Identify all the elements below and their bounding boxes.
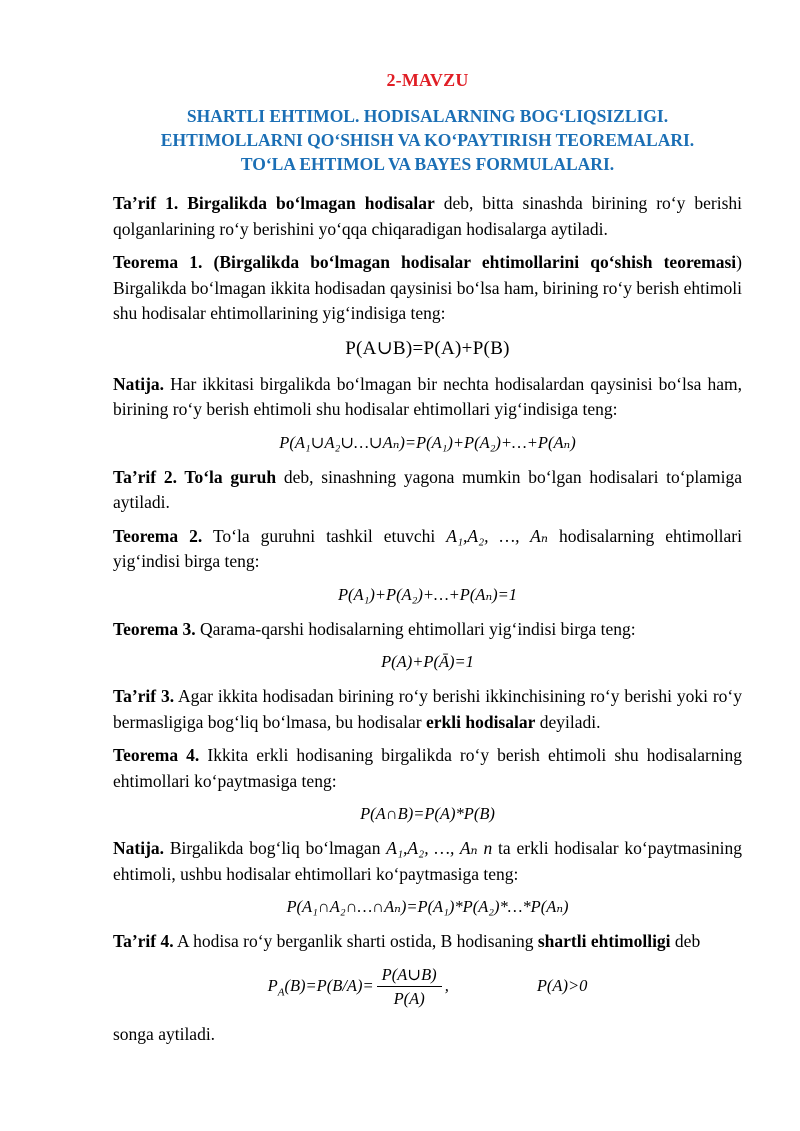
teorema-1-paragraph	[113, 250, 742, 327]
text-run: songa aytiladi.	[113, 1023, 216, 1044]
page-title: 2-MAVZU	[386, 70, 469, 90]
kopaytirish-formula: P(A∩B)=P(A)*P(B)	[360, 804, 495, 823]
shartli-ehtimol-formula	[113, 963, 742, 1010]
natija-1-paragraph	[113, 372, 742, 423]
text-run: ta erkli hodisalar ko‘paytmasining ehtimoli, ushbu hodisalar ehtimollari ko‘paytmasiga teng:	[113, 838, 742, 884]
text-run: Ta’rif 3.	[113, 686, 175, 706]
qoshish-teoremasi-formula: P(A∪B)=P(A)+P(B)	[345, 337, 510, 359]
text-run: Teorema 3.	[113, 618, 196, 639]
teorema-3-paragraph	[113, 617, 742, 643]
tarif-4-paragraph	[113, 929, 742, 955]
fraction	[377, 963, 442, 1010]
qarama-qarshi-formula: P(A)+P(Ā)=1	[381, 652, 474, 671]
text-run: A hodisa ro‘y berganlik sharti ostida, B hodisaning	[173, 931, 538, 951]
page-subtitle	[113, 104, 742, 176]
formula-left: $P_A(B)=P(B/A)=$	[267, 976, 374, 999]
text-run: Agar ikkita hodisadan birining ro‘y berishi ikkinchisining ro‘y berishi yoki ro‘y bermasligiga bog‘liq bo‘lmasa, bu hodisalar	[113, 686, 742, 732]
songa-aytiladi-paragraph	[113, 1022, 742, 1048]
formula-middle: (B)=P(B/A)=	[284, 976, 374, 995]
text-run: Har ikkitasi birgalikda bo‘lmagan bir nechta hodisalardan qaysinisi bo‘lsa ham, birining ro‘y berish ehtimoli shu hodisalar ehtimollari yig‘indisiga teng:	[113, 373, 742, 419]
natija-2-paragraph	[113, 836, 742, 887]
teorema-2-paragraph	[113, 524, 742, 575]
text-run: Teorema 1. (Birgalikda bo‘lmagan hodisalar ehtimollarini qo‘shish teoremasi	[113, 252, 737, 272]
text-run: erkli hodisalar	[425, 711, 536, 732]
text-run: Ikkita erkli hodisaning birgalikda ro‘y berish ehtimoli shu hodisalarning ehtimollari ko‘paytmasiga teng:	[113, 745, 742, 791]
subtitle-line: EHTIMOLLARNI QO‘SHISH VA KO‘PAYTIRISH TEOREMALARI.	[160, 130, 695, 150]
tarif-3-paragraph	[113, 684, 742, 735]
tarif-2-paragraph	[113, 465, 742, 516]
formula-left-subscript: A	[277, 986, 285, 999]
text-run: deb, sinashning yagona mumkin bo‘lgan hodisalari to‘plamiga aytiladi.	[113, 466, 742, 512]
text-run: Ta’rif 2. To‘la guruh	[113, 466, 277, 487]
text-run: deyiladi.	[535, 711, 601, 732]
tola-guruh-formula: P(A₁)+P(A₂)+…+P(Aₙ)=1	[337, 584, 518, 604]
text-run: deb	[670, 931, 701, 951]
text-run: Birgalikda bog‘liq bo‘lmagan	[164, 838, 387, 858]
text-run: Natija.	[113, 838, 165, 858]
text-run: Natija.	[113, 373, 165, 394]
text-run: hodisalarning ehtimollari yig‘indisi birga teng:	[113, 525, 742, 571]
text-run: Teorema 2.	[113, 525, 203, 546]
formula-condition: P(A)>0	[536, 976, 588, 995]
text-run: ) Birgalikda bo‘lmagan ikkita hodisadan qaysinisi bo‘lsa ham, birining ro‘y berish ehtimoli shu hodisalar ehtimollarining yig‘indisiga teng:	[113, 252, 742, 323]
subtitle-line: TO‘LA EHTIMOL VA BAYES FORMULALARI.	[240, 154, 615, 174]
kopaytirish-n-formula: P(A₁∩A₂∩…∩Aₙ)=P(A₁)*P(A₂)*…*P(Aₙ)	[286, 897, 569, 916]
document-body	[113, 191, 742, 1047]
text-run: A₁,A₂, …, Aₙ n	[386, 838, 493, 858]
tarif-1-paragraph	[113, 191, 742, 242]
text-run: Teorema 4.	[113, 745, 200, 765]
fraction-numerator: P(A∪B)	[377, 963, 442, 987]
formula-comma: ,	[444, 976, 449, 995]
fraction-denominator: P(A)	[393, 988, 425, 1008]
teorema-4-paragraph	[113, 743, 742, 794]
text-run: shartli ehtimolligi	[537, 931, 671, 951]
text-run: deb, bitta sinashda birining ro‘y berishi qolganlarining ro‘y berishini yo‘qqa chiqaradigan hodisalarga aytiladi.	[113, 193, 742, 239]
subtitle-line: SHARTLI EHTIMOL. HODISALARNING BOG‘LIQSIZLIGI.	[186, 106, 669, 126]
text-run: A₁,A₂, …, Aₙ	[446, 525, 548, 546]
qoshish-n-formula: P(A₁∪A₂∪…∪Aₙ)=P(A₁)+P(A₂)+…+P(Aₙ)	[279, 432, 576, 452]
text-run: Ta’rif 1. Birgalikda bo‘lmagan hodisalar	[113, 193, 435, 213]
text-run: Qarama-qarshi hodisalarning ehtimollari yig‘indisi birga teng:	[195, 618, 636, 639]
text-run: Ta’rif 4.	[113, 931, 174, 951]
text-run: To‘la guruhni tashkil etuvchi	[202, 525, 447, 546]
